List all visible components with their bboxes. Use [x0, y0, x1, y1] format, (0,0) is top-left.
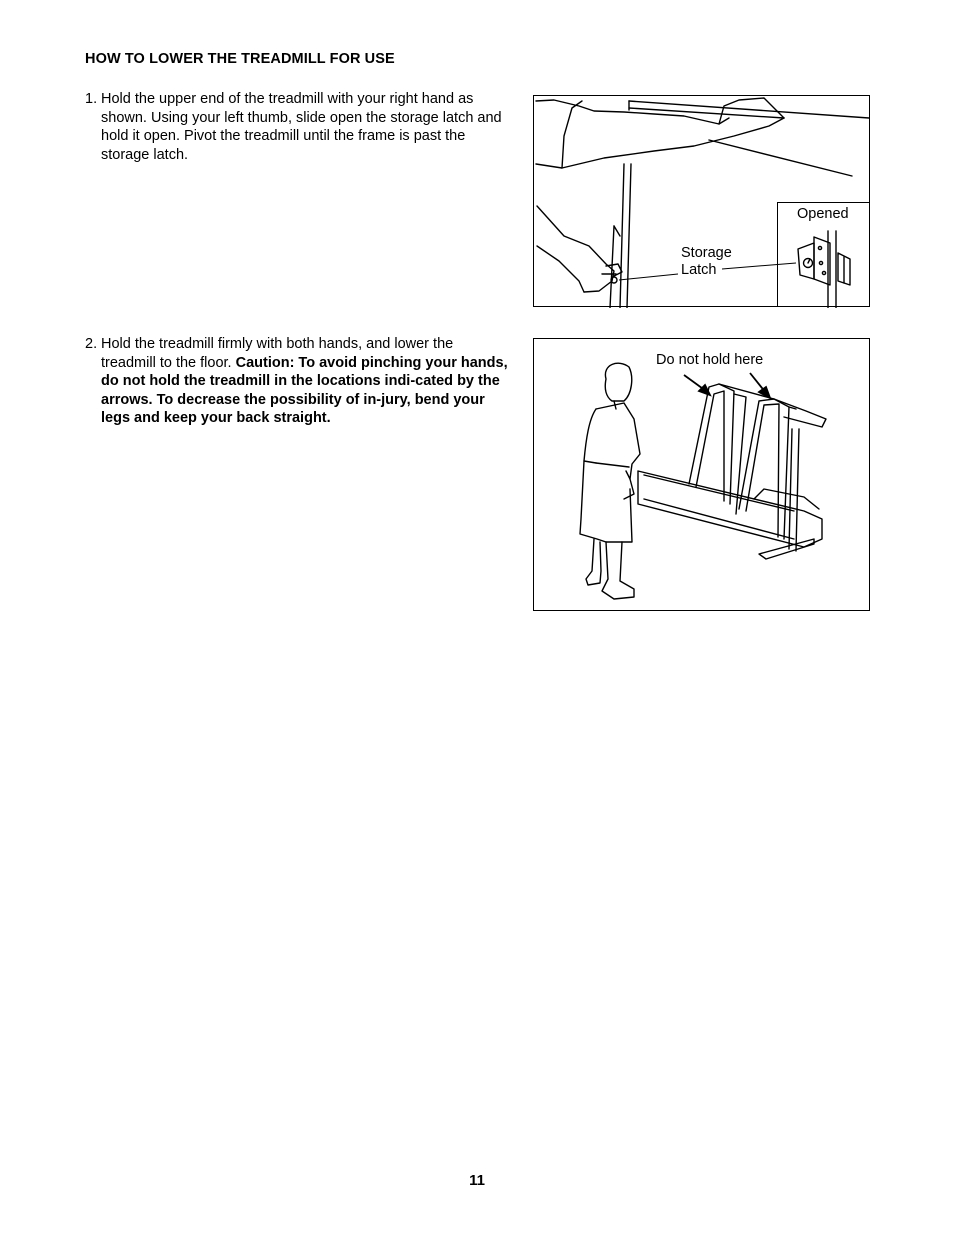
step-number: 2.	[85, 336, 98, 352]
lowering-treadmill-figure	[533, 338, 870, 611]
section-heading: HOW TO LOWER THE TREADMILL FOR USE	[85, 51, 395, 67]
caution-text: Caution: To avoid pinching your hands, do not hold the treadmill in the locations indi-cated by the arrows. To decrease the possibility of in-jury, bend your legs and keep your back straight.	[101, 354, 508, 427]
storage-latch-label-line1: Storage	[681, 245, 732, 261]
latch-opened-inset	[777, 202, 870, 307]
step-instruction: Hold the treadmill firmly with both hands, and lower the treadmill to the floor.	[101, 336, 454, 371]
step-2	[85, 335, 510, 428]
step-1	[85, 90, 510, 164]
step-text	[101, 335, 510, 428]
storage-latch-label-line2: Latch	[681, 262, 717, 278]
lowering-treadmill-illustration	[534, 339, 871, 612]
step-number: 1.	[85, 91, 98, 107]
step-text: Hold the upper end of the treadmill with your right hand as shown. Using your left thumb, slide open the storage latch and hold it open. Pivot the treadmill until the frame is past the storage latch.	[101, 91, 502, 163]
opened-label: Opened	[797, 206, 849, 222]
storage-latch-figure	[533, 95, 870, 307]
page-number: 11	[469, 1172, 485, 1189]
do-not-hold-label: Do not hold here	[656, 352, 764, 368]
